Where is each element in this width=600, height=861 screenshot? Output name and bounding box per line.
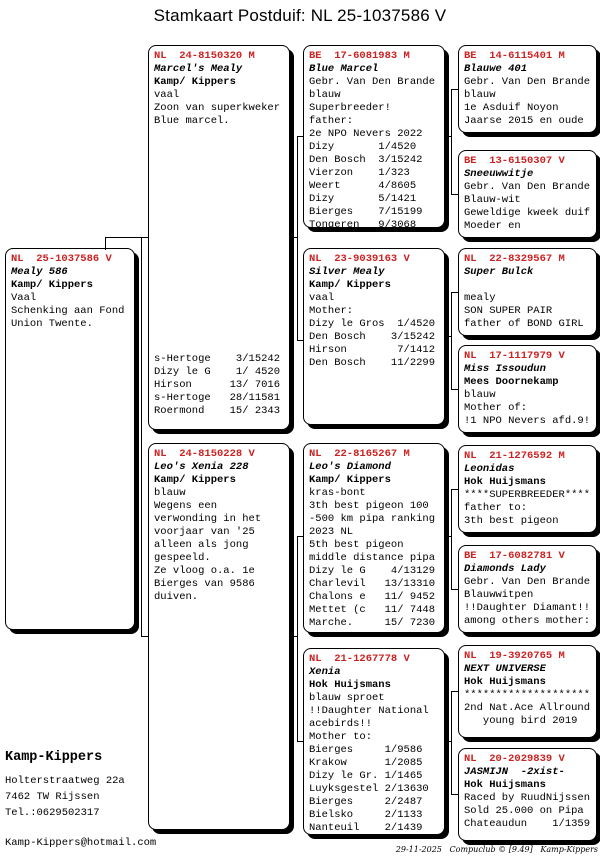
connector-line (290, 237, 297, 238)
ring-number: NL 22-8329567 M (464, 253, 565, 265)
pedigree-box-g4-8 (458, 748, 597, 841)
text-line: !!Daughter National (309, 705, 429, 717)
text-line: Hirson 7/1412 (309, 344, 436, 356)
text-line: blauw (464, 389, 496, 401)
text-line: father to: (464, 502, 528, 514)
print-info: 29-11-2025 Compuclub © [9.49] Kamp-Kippers (395, 845, 598, 854)
text-line: young bird 2019 (464, 715, 578, 727)
breeder-name (464, 279, 591, 292)
pedigree-box-g4-3 (458, 248, 597, 336)
ring-number: BE 17-6081983 M (309, 50, 410, 62)
text-line: among others mother: (464, 615, 591, 627)
owner-name: Kamp-Kippers (5, 750, 103, 765)
ring-number: BE 14-6115401 M (464, 50, 565, 62)
connector-line (451, 389, 458, 390)
text-line: Ze vloog o.a. 1e (154, 565, 255, 577)
text-line: Weert 4/8605 (309, 180, 417, 192)
race-results (309, 141, 439, 232)
text-line: -500 km pipa ranking (309, 513, 436, 525)
text-line: 3th best pigeon 100 (309, 500, 429, 512)
text-line: acebirds!! (309, 718, 373, 730)
connector-line (451, 89, 458, 90)
breeder-name: Hok Huijsmans (309, 679, 391, 691)
text-line: Mettet (c 11/ 7448 (309, 604, 436, 616)
pedigree-box-g4-7 (458, 645, 597, 738)
pedigree-box-sire-dam (303, 248, 445, 425)
pigeon-name: Leo's Xenia 228 (154, 461, 249, 473)
pedigree-box-g4-6 (458, 545, 597, 633)
ring-number: NL 24-8150228 V (154, 448, 255, 460)
text-line: 2e NPO Nevers 2022 (309, 128, 423, 140)
pigeon-name: Sneeuwwitje (464, 168, 534, 180)
text-line: Mother of: (464, 402, 528, 414)
connector-line (297, 536, 303, 537)
pedigree-box-dam-sire (303, 443, 445, 633)
text-line: Sold 25.000 on Pipa (464, 805, 584, 817)
connector-line (297, 136, 303, 137)
pigeon-description (11, 292, 129, 331)
pigeon-name: JASMIJN -2xist- (464, 766, 565, 778)
pedigree-box-dam (148, 443, 290, 830)
connector-line (141, 237, 142, 637)
text-line: duiven. (154, 591, 199, 603)
ring-number: NL 19-3920765 M (464, 650, 565, 662)
text-line: Mother to: (309, 731, 373, 743)
text-line: blauw sproet (309, 692, 385, 704)
race-results (154, 353, 284, 426)
ring-number: NL 23-9039163 V (309, 253, 410, 265)
connector-line (105, 237, 106, 250)
text-line: Jaarse 2015 en oude (464, 115, 584, 127)
pigeon-description (154, 89, 284, 128)
text-line: Dizy le Gros 1/4520 (309, 318, 436, 330)
pedigree-box-g4-2 (458, 150, 597, 238)
text-line: Superbreeder! (309, 102, 391, 114)
breeder-name: Hok Huijsmans (464, 476, 546, 488)
breeder-name: Kamp/ Kippers (154, 474, 236, 486)
pigeon-description (464, 792, 591, 831)
text-line: Krakow 1/2085 (309, 757, 423, 769)
text-line: Moeder en (464, 220, 521, 232)
text-line: Luyksgestel 2/13630 (309, 783, 429, 795)
text-line: Bierges 7/15199 (309, 206, 423, 218)
text-line: Den Bosch 3/15242 (309, 154, 423, 166)
connector-line (451, 194, 458, 195)
text-line: Zoon van superkweker (154, 102, 281, 114)
text-line: Blauw-wit (464, 194, 521, 206)
text-line: blauw (464, 89, 496, 101)
text-line: blauw (154, 487, 186, 499)
ring-number: BE 17-6082781 V (464, 550, 565, 562)
breeder-name: Kamp/ Kippers (309, 279, 391, 291)
breeder-name: Kamp/ Kippers (154, 76, 236, 88)
text-line: Raced by RuudNijssen (464, 792, 591, 804)
text-line: vaal (309, 292, 335, 304)
breeder-name: Gebr. Van Den Brande (464, 181, 591, 193)
ring-number: NL 21-1276592 M (464, 450, 565, 462)
pigeon-name: Marcel's Mealy (154, 63, 243, 75)
race-results (309, 744, 439, 835)
pigeon-description (464, 89, 591, 128)
connector-line (451, 691, 458, 692)
text-line: gespeeld. (154, 552, 211, 564)
pigeon-name: Xenia (309, 666, 341, 678)
owner-address-city: 7462 TW Rijssen (5, 791, 100, 803)
text-line: ******************** (464, 689, 591, 701)
pigeon-description (154, 487, 284, 604)
text-line: Charlevil 13/13310 (309, 578, 436, 590)
ring-number: NL 25-1037586 V (11, 253, 112, 265)
owner-telephone: Tel.:0629502317 (5, 807, 100, 819)
pigeon-description (309, 487, 439, 565)
owner-email: Kamp-Kippers@hotmail.com (5, 837, 157, 849)
text-line: SON SUPER PAIR (464, 305, 553, 317)
pigeon-description (464, 589, 591, 628)
text-line: !!Daughter Diamant!! (464, 602, 591, 614)
breeder-name: Kamp/ Kippers (11, 279, 93, 291)
text-line: Bierges 1/9586 (309, 744, 423, 756)
race-results (309, 318, 439, 370)
text-line: kras-bont (309, 487, 366, 499)
pigeon-description (464, 689, 591, 728)
pigeon-description (464, 389, 591, 428)
text-line: 2023 NL (309, 526, 354, 538)
connector-line (451, 794, 458, 795)
pigeon-name: Blue Marcel (309, 63, 379, 75)
text-line: Schenking aan Fond (11, 305, 125, 317)
text-line: Vaal (11, 292, 37, 304)
connector-line (451, 292, 452, 390)
text-line: 5th best pigeon (309, 539, 404, 551)
text-line: Den Bosch 11/2299 (309, 357, 436, 369)
connector-line (297, 340, 303, 341)
text-line: Roermond 15/ 2343 (154, 405, 281, 417)
text-line: !1 NPO Nevers afd.9! (464, 415, 591, 427)
pedigree-box-sire-sire (303, 45, 445, 231)
pedigree-box-g4-4 (458, 345, 597, 433)
connector-line (297, 741, 303, 742)
text-line: Mother: (309, 305, 354, 317)
pigeon-description (309, 292, 439, 318)
pigeon-name: Miss Issoudun (464, 363, 546, 375)
text-line: Bierges van 9586 (154, 578, 255, 590)
pigeon-name: Super Bulck (464, 266, 534, 278)
owner-block (5, 749, 156, 851)
text-line: 1e Asduif Noyon (464, 102, 559, 114)
text-line: Tongeren 9/3068 (309, 219, 417, 231)
pigeon-name: Blauwe 401 (464, 63, 528, 75)
connector-line (451, 89, 452, 195)
text-line: Wegens een (154, 500, 218, 512)
text-line: s-Hertoge 28/11581 (154, 392, 281, 404)
text-line: Chateaudun 1/1359 (464, 818, 591, 830)
ring-number: NL 17-1117979 V (464, 350, 565, 362)
text-line: Dizy le G 4/13129 (309, 565, 436, 577)
connector-line (451, 691, 452, 795)
text-line: Hirson 13/ 7016 (154, 379, 281, 391)
pigeon-description (309, 89, 439, 141)
pigeon-description (309, 692, 439, 744)
ring-number: NL 24-8150320 M (154, 50, 255, 62)
pigeon-name: Silver Mealy (309, 266, 385, 278)
pedigree-box-dam-dam (303, 648, 445, 835)
connector-line (141, 636, 148, 637)
ring-number: NL 21-1267778 V (309, 653, 410, 665)
page-title: Stamkaart Postduif: NL 25-1037586 V (153, 6, 447, 25)
text-line: Marche. 15/ 7230 (309, 617, 436, 629)
text-line: Chalons e 11/ 9452 (309, 591, 436, 603)
connector-line (290, 636, 297, 637)
text-line: s-Hertoge 3/15242 (154, 353, 281, 365)
race-results (309, 565, 439, 630)
owner-address-street: Holterstraatweg 22a (5, 775, 125, 787)
text-line: father: (309, 115, 354, 127)
text-line: 3th best pigeon (464, 515, 559, 527)
connector-line (297, 136, 298, 341)
connector-line (451, 292, 458, 293)
text-line: Dizy le G 1/ 4520 (154, 366, 281, 378)
ring-number: NL 20-2029839 V (464, 753, 565, 765)
breeder-name: Gebr. Van Den Brande (309, 76, 436, 88)
text-line: blauw (309, 89, 341, 101)
breeder-name: Gebr. Van Den Brande (464, 576, 591, 588)
ring-number: BE 13-6150307 V (464, 155, 565, 167)
text-line: 2nd Nat.Ace Allround (464, 702, 591, 714)
text-line: Bielsko 2/1133 (309, 809, 423, 821)
text-line: Bierges 2/2487 (309, 796, 423, 808)
text-line: Den Bosch 3/15242 (309, 331, 436, 343)
text-line: verwonding in het (154, 513, 262, 525)
pigeon-name: Leo's Diamond (309, 461, 391, 473)
text-line: Vierzon 1/323 (309, 167, 410, 179)
connector-line (451, 489, 458, 490)
pigeon-name: NEXT UNIVERSE (464, 663, 546, 675)
breeder-name: Hok Huijsmans (464, 676, 546, 688)
pigeon-name: Mealy 586 (11, 266, 68, 278)
pigeon-name: Diamonds Lady (464, 563, 546, 575)
text-line: ****SUPERBREEDER**** (464, 489, 591, 501)
text-line: Dizy le Gr. 1/1465 (309, 770, 423, 782)
text-line: Dizy 5/1421 (309, 193, 417, 205)
text-line: alleen als jong (154, 539, 249, 551)
pedigree-box-sire (148, 45, 290, 430)
breeder-name: Hok Huijsmans (464, 779, 546, 791)
pedigree-box-g4-1 (458, 45, 597, 133)
breeder-name: Mees Doornekamp (464, 376, 559, 388)
text-line: father of BOND GIRL (464, 318, 584, 330)
pigeon-description (464, 194, 591, 233)
text-line: Dizy 1/4520 (309, 141, 417, 153)
connector-line (297, 536, 298, 742)
ring-number: NL 22-8165267 M (309, 448, 410, 460)
text-line: Union Twente. (11, 318, 93, 330)
pedigree-box-subject (5, 248, 135, 630)
pigeon-name: Leonidas (464, 463, 515, 475)
text-line: Nanteuil 2/1439 (309, 822, 423, 834)
connector-line (451, 589, 458, 590)
pedigree-box-g4-5 (458, 445, 597, 533)
text-line: Geweldige kweek duif (464, 207, 591, 219)
pigeon-description (464, 489, 591, 528)
breeder-name: Gebr. Van Den Brande (464, 76, 591, 88)
text-line: Blauwwitpen (464, 589, 534, 601)
text-line: mealy (464, 292, 496, 304)
connector-line (451, 489, 452, 590)
text-line: middle distance pipa (309, 552, 436, 564)
pigeon-description (464, 292, 591, 331)
breeder-name: Kamp/ Kippers (309, 474, 391, 486)
text-line: vaal (154, 89, 180, 101)
text-line: Blue marcel. (154, 115, 230, 127)
text-line: voorjaar van '25 (154, 526, 255, 538)
